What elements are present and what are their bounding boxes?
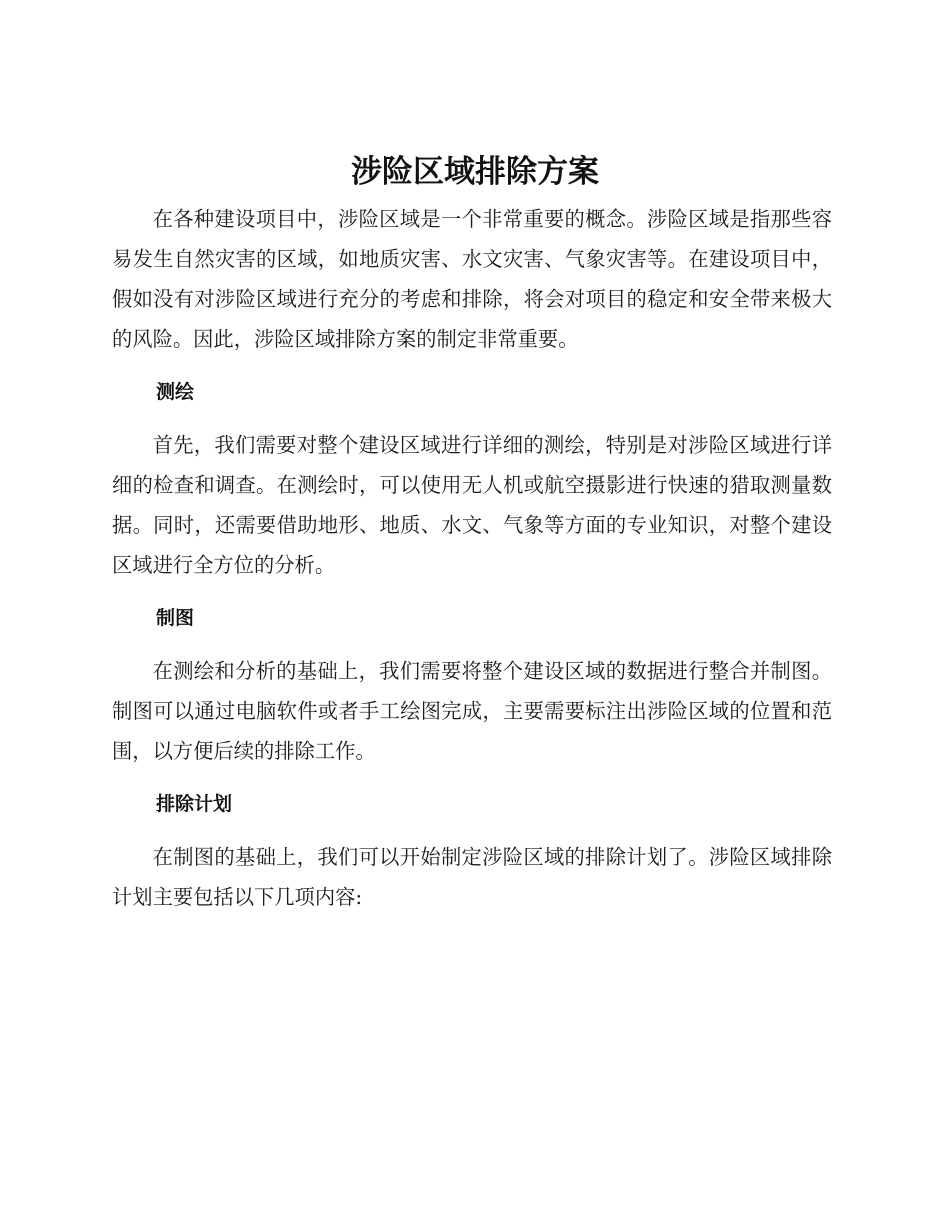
section-heading-mapping: 制图 [156,607,195,629]
section-heading-survey: 测绘 [156,381,195,403]
intro-paragraph: 在各种建设项目中，涉险区域是一个非常重要的概念。涉险区域是指那些容易发生自然灾害的区域，如地质灾害、水文灾害、气象灾害等。在建设项目中，假如没有对涉险区域进行充分的考虑和排除，将会对项目的稳定和安全带来极大的风险。因此，涉险区域排除方案的制定非常重要。 [112,207,832,351]
document-body [112,199,832,917]
section-paragraph-survey: 首先，我们需要对整个建设区域进行详细的测绘，特别是对涉险区域进行详细的检查和调查。在测绘时，可以使用无人机或航空摄影进行快速的猎取测量数据。同时，还需要借助地形、地质、水文、气象等方面的专业知识，对整个建设区域进行全方位的分析。 [112,433,832,577]
document-title: 涉险区域排除方案 [351,154,599,190]
section-paragraph-mapping: 在测绘和分析的基础上，我们需要将整个建设区域的数据进行整合并制图。制图可以通过电脑软件或者手工绘图完成，主要需要标注出涉险区域的位置和范围，以方便后续的排除工作。 [112,659,832,763]
section-paragraph-plan: 在制图的基础上，我们可以开始制定涉险区域的排除计划了。涉险区域排除计划主要包括以下几项内容: [112,845,832,909]
section-heading-plan: 排除计划 [156,793,233,815]
